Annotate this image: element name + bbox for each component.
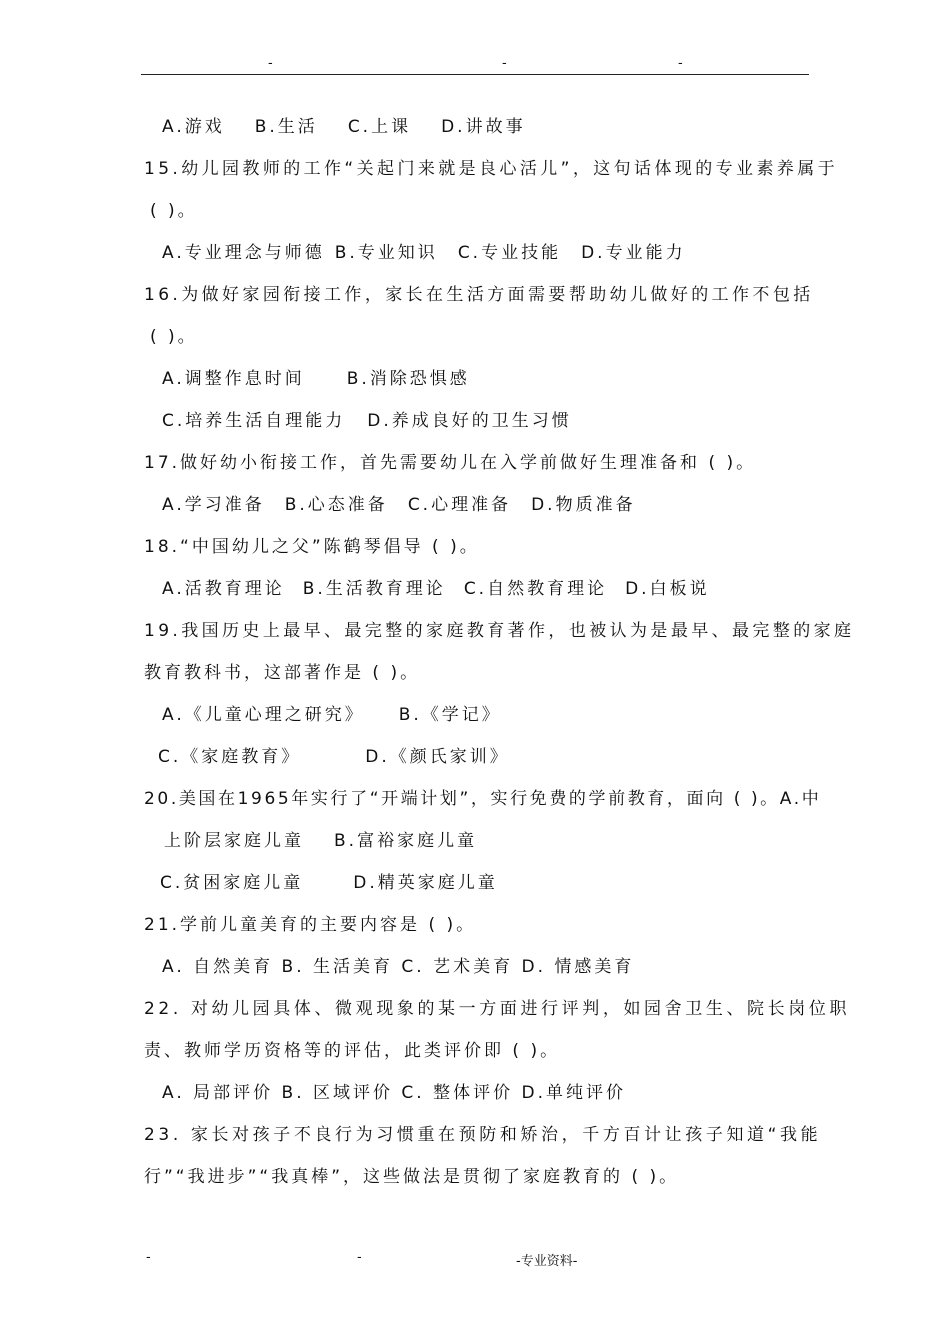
question-line: 21.学前儿童美育的主要内容是 ( )。 bbox=[144, 915, 477, 935]
options-line: A.游戏 B.生活 C.上课 D.讲故事 bbox=[162, 117, 526, 137]
question-line: 19.我国历史上最早、最完整的家庭教育著作，也被认为是最早、最完整的家庭 bbox=[144, 621, 855, 641]
question-line: 23. 家长对孩子不良行为习惯重在预防和矫治，千方百计让孩子知道“我能 bbox=[144, 1125, 822, 1145]
question-line: 20.美国在1965年实行了“开端计划”，实行免费的学前教育，面向 ( )。A.中 bbox=[144, 789, 822, 809]
options-line: A. 局部评价 B. 区域评价 C. 整体评价 D.单纯评价 bbox=[162, 1083, 626, 1103]
options-line: C.培养生活自理能力 D.养成良好的卫生习惯 bbox=[162, 411, 572, 431]
header-dash: - bbox=[678, 56, 683, 71]
footer-label: -专业资料- bbox=[516, 1254, 578, 1269]
options-line: A. 自然美育 B. 生活美育 C. 艺术美育 D. 情感美育 bbox=[162, 957, 635, 977]
options-line: A.学习准备 B.心态准备 C.心理准备 D.物质准备 bbox=[162, 495, 636, 515]
header-dash: - bbox=[268, 56, 273, 71]
options-line: A.《儿童心理之研究》 B.《学记》 bbox=[162, 705, 502, 725]
question-line: 16.为做好家园衔接工作，家长在生活方面需要帮助幼儿做好的工作不包括 bbox=[144, 285, 814, 305]
footer-dash: - bbox=[357, 1250, 362, 1265]
header-rule bbox=[141, 74, 809, 75]
options-line: C.贫困家庭儿童 D.精英家庭儿童 bbox=[160, 873, 498, 893]
footer-dash: - bbox=[146, 1250, 151, 1265]
options-line: 上阶层家庭儿童 B.富裕家庭儿童 bbox=[164, 831, 478, 851]
question-line: 15.幼儿园教师的工作“关起门来就是良心活儿”，这句话体现的专业素养属于 bbox=[144, 159, 839, 179]
options-line: A.专业理念与师德 B.专业知识 C.专业技能 D.专业能力 bbox=[162, 243, 686, 263]
question-line: 责、教师学历资格等的评估，此类评价即 ( )。 bbox=[144, 1041, 561, 1061]
question-line: 22. 对幼儿园具体、微观现象的某一方面进行评判，如园舍卫生、院长岗位职 bbox=[144, 999, 851, 1019]
question-line: ( )。 bbox=[150, 201, 198, 221]
question-line: 18.“中国幼儿之父”陈鹤琴倡导 ( )。 bbox=[144, 537, 480, 557]
question-line: 17.做好幼小衔接工作，首先需要幼儿在入学前做好生理准备和 ( )。 bbox=[144, 453, 757, 473]
options-line: C.《家庭教育》 D.《颜氏家训》 bbox=[158, 747, 510, 767]
options-line: A.调整作息时间 B.消除恐惧感 bbox=[162, 369, 470, 389]
options-line: A.活教育理论 B.生活教育理论 C.自然教育理论 D.白板说 bbox=[162, 579, 710, 599]
header-dash: - bbox=[502, 56, 507, 71]
question-line: 教育教科书，这部著作是 ( )。 bbox=[144, 663, 421, 683]
question-line: ( )。 bbox=[150, 327, 198, 347]
question-line: 行”“我进步”“我真棒”，这些做法是贯彻了家庭教育的 ( )。 bbox=[144, 1167, 680, 1187]
